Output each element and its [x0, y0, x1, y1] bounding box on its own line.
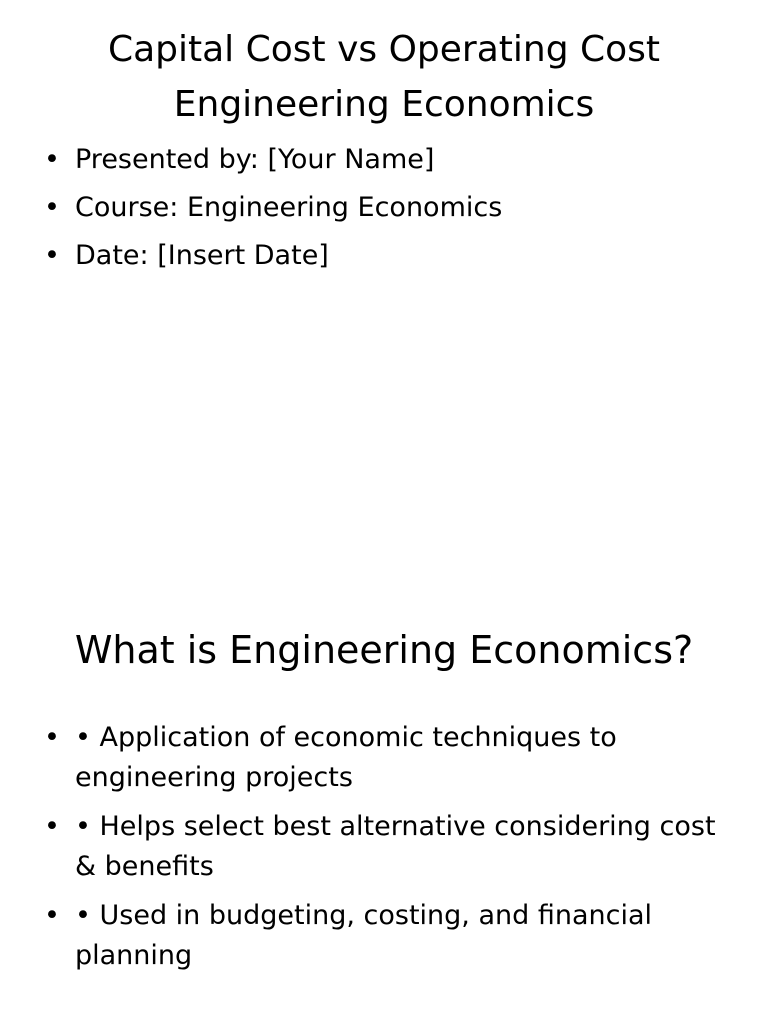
bullet-application	[44, 718, 732, 798]
slide-title-heading	[40, 22, 728, 132]
bullet-text: Course: Engineering Economics	[75, 192, 503, 223]
bullet-date	[44, 236, 732, 276]
bullet-select-alternative	[44, 807, 732, 887]
bullet-marker: •	[44, 811, 60, 842]
bullet-text: • Helps select best alternative considering cost & benefits	[75, 811, 716, 882]
definition-bullet-list	[44, 718, 732, 985]
bullet-presenter	[44, 140, 732, 180]
title-slide-bullet-list	[44, 140, 732, 284]
bullet-marker: •	[44, 144, 60, 175]
slide-what-is	[0, 512, 768, 1024]
bullet-course	[44, 188, 732, 228]
bullet-marker: •	[44, 192, 60, 223]
bullet-budgeting	[44, 896, 732, 976]
bullet-text: Presented by: [Your Name]	[75, 144, 435, 175]
bullet-marker: •	[44, 722, 60, 753]
bullet-text: • Used in budgeting, costing, and financial planning	[75, 900, 652, 971]
slide-heading: What is Engineering Economics?	[74, 628, 694, 672]
bullet-text: Date: [Insert Date]	[75, 240, 329, 271]
title-line-2: Engineering Economics	[173, 84, 595, 125]
title-line-1: Capital Cost vs Operating Cost	[107, 29, 661, 70]
bullet-marker: •	[44, 900, 60, 931]
bullet-marker: •	[44, 240, 60, 271]
bullet-text: • Application of economic techniques to engineering projects	[75, 722, 617, 793]
